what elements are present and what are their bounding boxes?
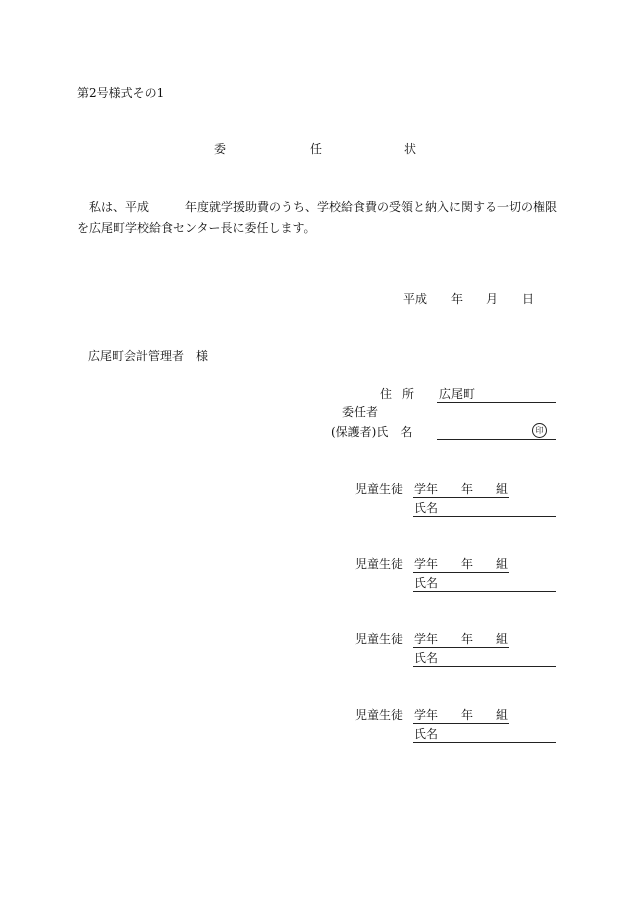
delegate-role-label: 委任者 xyxy=(342,405,379,419)
delegation-statement-text: 私は、平成 年度就学援助費のうち、学校給食費の受領と納入に関する一切の権限を広尾町学校給食センター長に委任します。 xyxy=(77,200,558,235)
document-title-char-2: 任 xyxy=(310,142,323,156)
student-grade-line xyxy=(413,497,509,498)
student-grade-line xyxy=(413,572,509,573)
student-name-line xyxy=(413,742,556,743)
student-class-label: 組 xyxy=(496,632,509,646)
address-line xyxy=(437,402,556,403)
date-month: 月 xyxy=(486,292,499,306)
document-title-char-3: 状 xyxy=(404,142,417,156)
student-label: 児童生徒 xyxy=(355,557,404,571)
student-name-label: 氏名 xyxy=(414,651,439,665)
seal-mark-icon: 印 xyxy=(532,423,547,438)
delegation-statement xyxy=(77,197,557,239)
addressee: 広尾町会計管理者 様 xyxy=(88,349,209,363)
student-name-line xyxy=(413,666,556,667)
guardian-name-line xyxy=(437,439,556,440)
student-name-label: 氏名 xyxy=(414,727,439,741)
student-grade-label: 学年 xyxy=(414,557,439,571)
form-number: 第2号様式その1 xyxy=(77,86,165,100)
student-label: 児童生徒 xyxy=(355,482,404,496)
date-year: 年 xyxy=(451,292,464,306)
student-name-label: 氏名 xyxy=(414,576,439,590)
student-grade-line xyxy=(413,723,509,724)
student-name-label: 氏名 xyxy=(414,501,439,515)
student-year-label: 年 xyxy=(461,557,474,571)
student-year-label: 年 xyxy=(461,708,474,722)
student-class-label: 組 xyxy=(496,557,509,571)
guardian-name-label: (保護者)氏 名 xyxy=(331,425,413,439)
document-title-char-1: 委 xyxy=(214,142,227,156)
student-name-line xyxy=(413,516,556,517)
student-class-label: 組 xyxy=(496,482,509,496)
date-era: 平成 xyxy=(403,292,428,306)
student-year-label: 年 xyxy=(461,482,474,496)
student-grade-line xyxy=(413,647,509,648)
student-year-label: 年 xyxy=(461,632,474,646)
student-grade-label: 学年 xyxy=(414,632,439,646)
student-name-line xyxy=(413,591,556,592)
student-label: 児童生徒 xyxy=(355,708,404,722)
student-grade-label: 学年 xyxy=(414,482,439,496)
address-label-2: 所 xyxy=(402,387,415,401)
address-value: 広尾町 xyxy=(439,387,476,401)
date-day: 日 xyxy=(522,292,535,306)
student-grade-label: 学年 xyxy=(414,708,439,722)
student-class-label: 組 xyxy=(496,708,509,722)
address-label-1: 住 xyxy=(380,387,393,401)
student-label: 児童生徒 xyxy=(355,632,404,646)
